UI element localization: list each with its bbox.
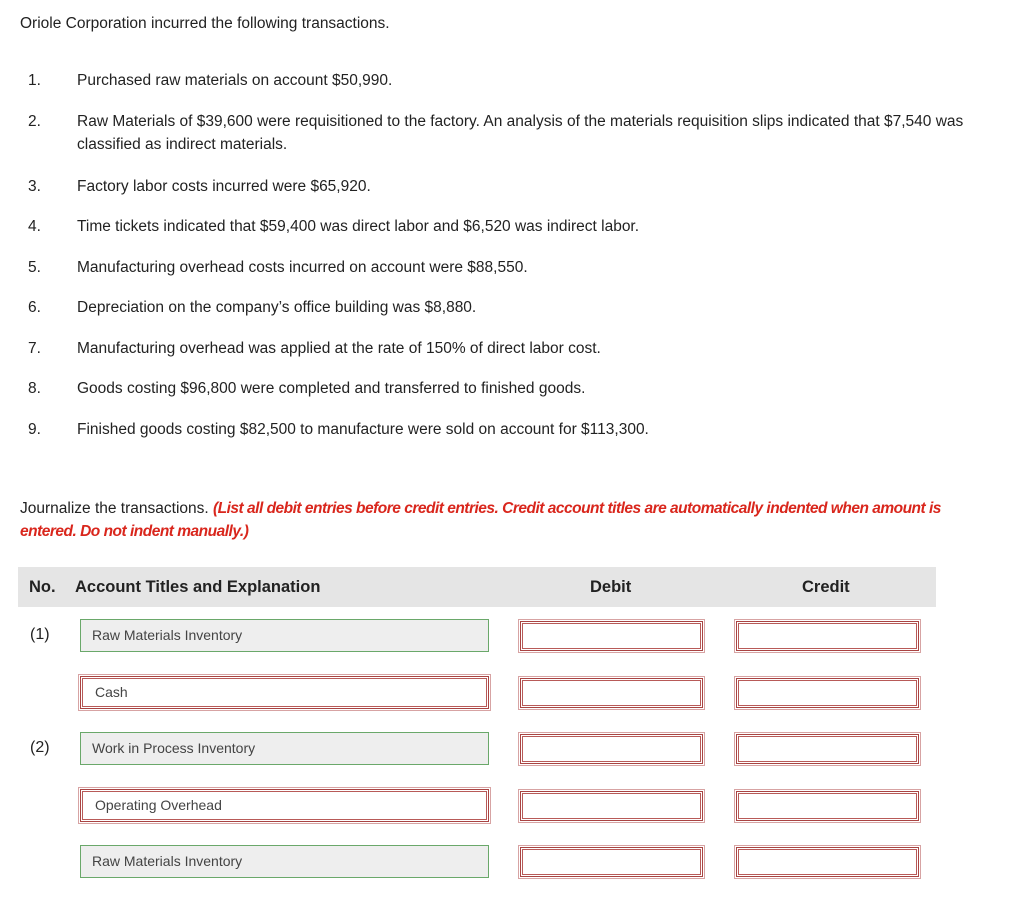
journal-table-header — [18, 567, 936, 607]
transaction-number: 6. — [28, 299, 41, 316]
transaction-number: 9. — [28, 421, 41, 438]
debit-input[interactable] — [520, 678, 703, 708]
transaction-text: Purchased raw materials on account $50,990. — [77, 72, 393, 89]
header-debit: Debit — [590, 578, 632, 596]
header-no: No. — [29, 578, 56, 596]
debit-input[interactable] — [520, 791, 703, 821]
account-title-input[interactable]: Raw Materials Inventory — [80, 619, 489, 652]
account-title-input[interactable]: Cash — [80, 676, 489, 709]
credit-input[interactable] — [736, 621, 919, 651]
transaction-text: Goods costing $96,800 were completed and transferred to finished goods. — [77, 380, 586, 397]
entry-number: (1) — [30, 626, 50, 643]
credit-input[interactable] — [736, 791, 919, 821]
transaction-text: Finished goods costing $82,500 to manufacture were sold on account for $113,300. — [77, 421, 649, 438]
transaction-text: Time tickets indicated that $59,400 was direct labor and $6,520 was indirect labor. — [77, 218, 640, 235]
instruction-lead: Journalize the transactions. — [20, 500, 213, 517]
debit-input[interactable] — [520, 621, 703, 651]
transaction-number: 8. — [28, 380, 41, 397]
credit-input[interactable] — [736, 847, 919, 877]
transaction-number: 3. — [28, 178, 41, 195]
transaction-number: 1. — [28, 72, 41, 89]
header-credit: Credit — [802, 578, 850, 596]
account-title-input[interactable]: Work in Process Inventory — [80, 732, 489, 765]
transaction-number: 7. — [28, 340, 41, 357]
account-title-input[interactable]: Operating Overhead — [80, 789, 489, 822]
entry-number: (2) — [30, 739, 50, 756]
debit-input[interactable] — [520, 734, 703, 764]
instructions — [20, 497, 980, 543]
debit-input[interactable] — [520, 847, 703, 877]
transaction-text: Manufacturing overhead costs incurred on account were $88,550. — [77, 259, 528, 276]
credit-input[interactable] — [736, 734, 919, 764]
transaction-number: 2. — [28, 113, 41, 130]
transaction-number: 5. — [28, 259, 41, 276]
transaction-number: 4. — [28, 218, 41, 235]
account-title-input[interactable]: Raw Materials Inventory — [80, 845, 489, 878]
instruction-note: (List all debit entries before credit entries. Credit account titles are automatically indented when amount is entered. Do not indent manually.) — [20, 500, 941, 540]
credit-input[interactable] — [736, 678, 919, 708]
header-account: Account Titles and Explanation — [75, 578, 321, 596]
transaction-text: Manufacturing overhead was applied at the rate of 150% of direct labor cost. — [77, 340, 601, 357]
transaction-text: Factory labor costs incurred were $65,920. — [77, 178, 371, 195]
question-text: Oriole Corporation incurred the following transactions. — [20, 15, 390, 32]
transaction-text: Depreciation on the company’s office building was $8,880. — [77, 299, 477, 316]
transaction-text: Raw Materials of $39,600 were requisitioned to the factory. An analysis of the materials requisition slips indicated that $7,540 was classified as indirect materials. — [77, 113, 964, 153]
